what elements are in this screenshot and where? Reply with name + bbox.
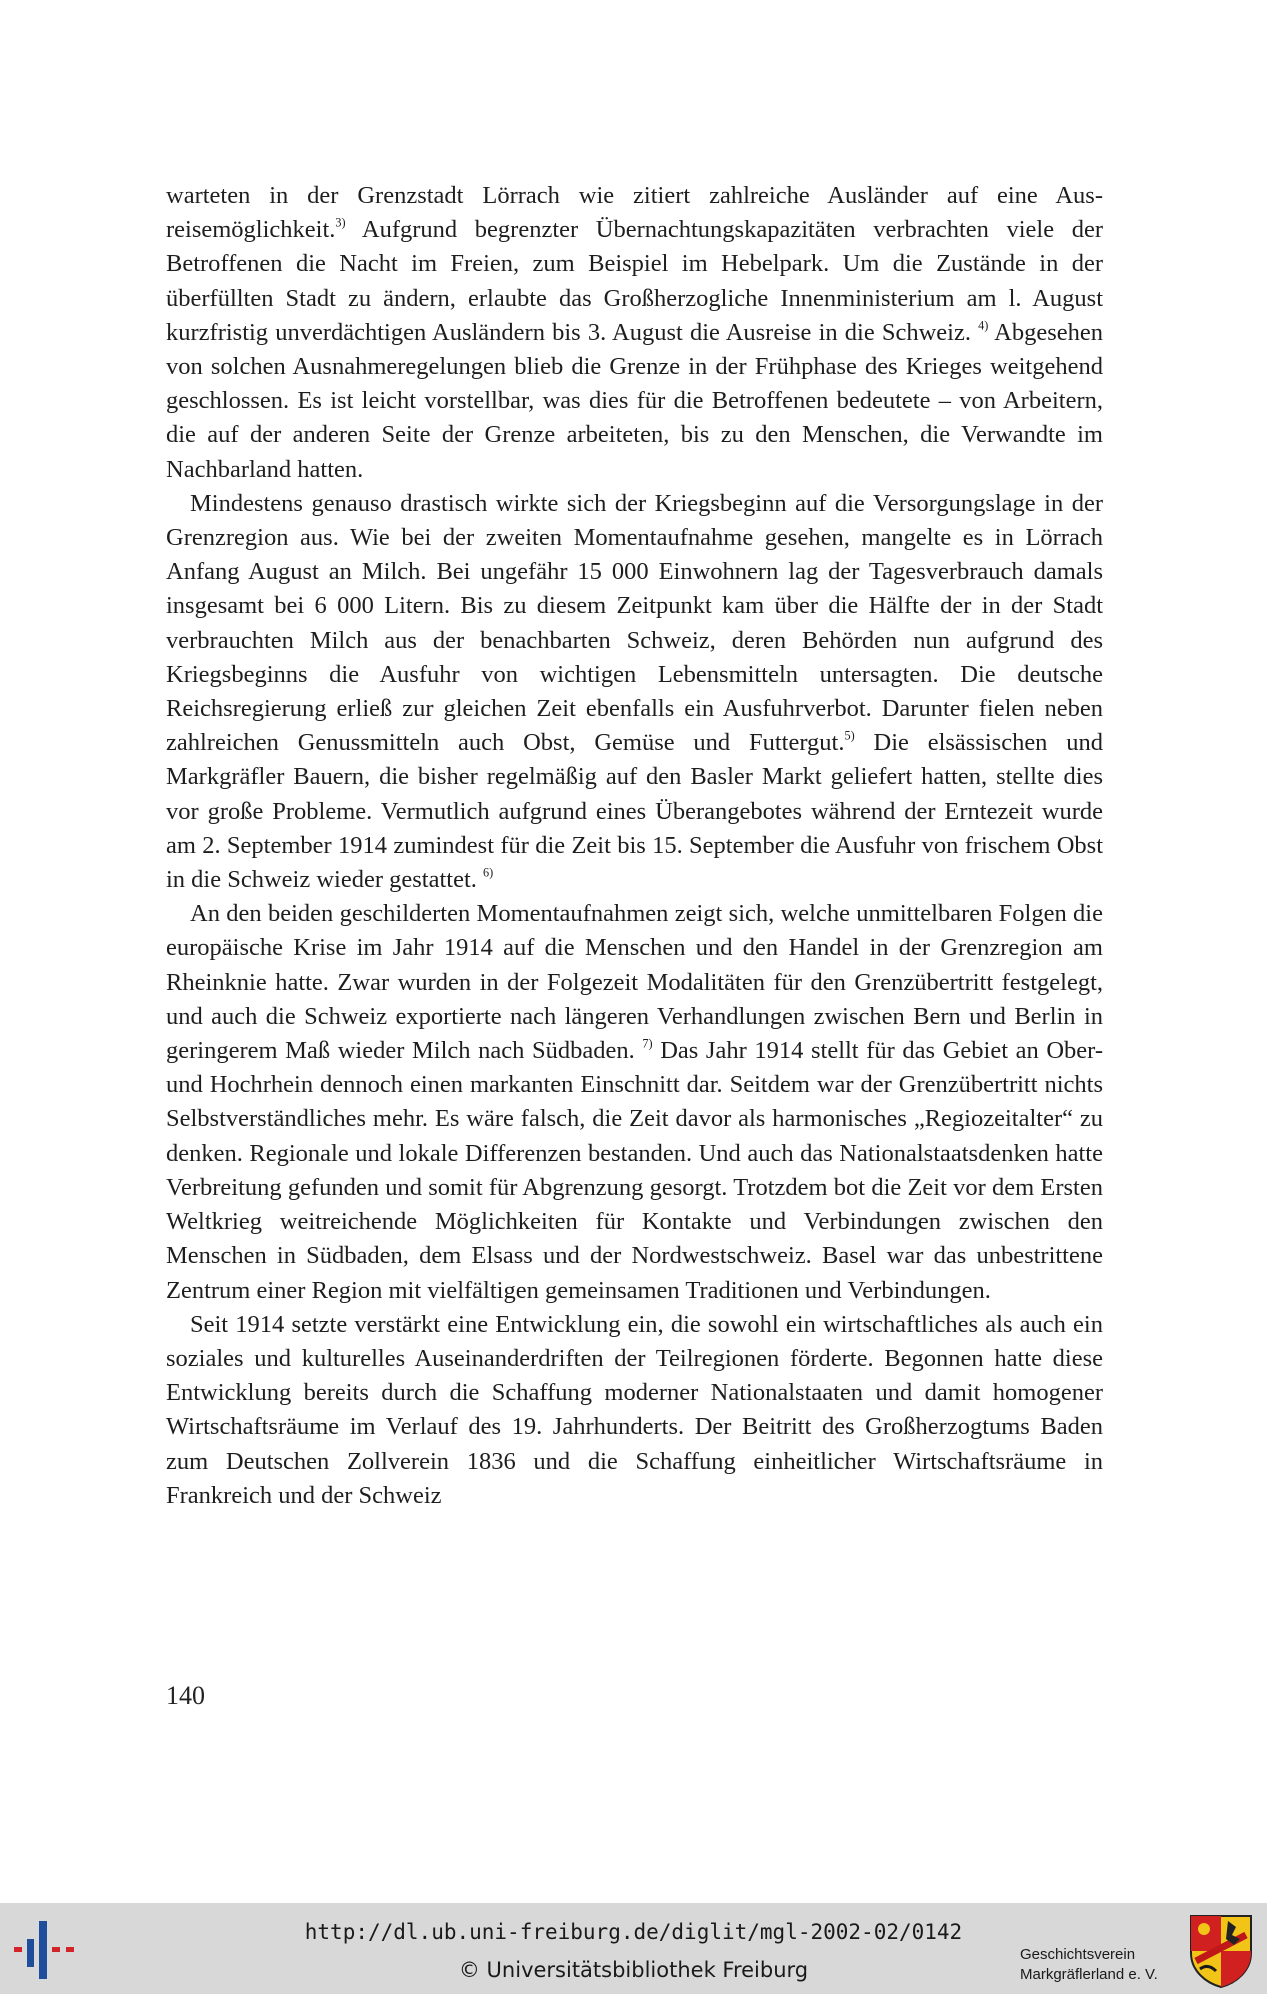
body-text-run: Seit 1914 setzte verstärkt eine Entwicklung ein, die sowohl ein wirtschaftliches als auch ein soziales und kulturelles Auseinanderdriften der Teilregionen förderte. Begonnen hatte diese Entwicklung bereits durch die Schaffung moderner Nationalstaaten und damit homogener Wirtschaftsräume im Verlauf des 19. Jahrhunderts. Der Beitritt des Großherzogtums Baden zum Deutschen Zollverein 1836 und die Schaffung einheitlicher Wirtschaftsräume in Frankreich und der Schweiz	[166, 1310, 1103, 1509]
body-text-run: warteten in der Grenzstadt Lörrach wie zitiert zahlreiche Ausländer auf eine Ausreisemöglichkeit.	[166, 182, 1103, 244]
copyright-notice: © Universitätsbibliothek Freiburg	[458, 1958, 809, 1982]
footnote-marker[interactable]: 6)	[483, 865, 494, 880]
body-text-run: Abgesehen von solchen Ausnahmeregelungen blieb die Grenze in der Frühphase des Krieges weitgehend geschlossen. Es ist leicht vorstellbar, was dies für die Betroffenen bedeutete – von Arbeitern, die auf der anderen Seite der Grenze arbeiteten, bis zu den Menschen, die Verwandte im Nachbarland hatten.	[166, 318, 1104, 483]
body-text-run: Aufgrund begrenzter Übernachtungskapazitäten verbrachten viele der Betroffenen die Nacht im Freien, zum Beispiel im Hebelpark. Um die Zustände in der überfüllten Stadt zu ändern, erlaubte das Großherzogliche Innenministerium am l. August kurzfristig unverdächtigen Ausländern bis 3. August die Ausreise in die Schweiz.	[166, 216, 1103, 346]
society-name	[1020, 1945, 1188, 1985]
body-paragraph	[166, 1308, 1103, 1513]
footnote-marker[interactable]: 5)	[844, 728, 855, 743]
body-text-run: Die elsässischen und Markgräfler Bauern, die bisher regelmäßig auf den Basler Markt geliefert hatten, stellte dies vor große Probleme. Vermutlich aufgrund eines Überangebotes während der Erntezeit wurde am 2. September 1914 zumindest für die Zeit bis 15. September die Ausfuhr von frischem Obst in die Schweiz wieder gestattet.	[166, 729, 1103, 894]
page-body	[166, 179, 1103, 1513]
source-url-link[interactable]: http://dl.ub.uni-freiburg.de/diglit/mgl-2002-02/0142	[304, 1920, 963, 1944]
body-text-run: An den beiden geschilderten Momentaufnahmen zeigt sich, welche unmittelbaren Folgen die europäische Krise im Jahr 1914 auf die Menschen und den Handel in der Grenzregion am Rheinknie hatte. Zwar wurden in der Folgezeit Modalitäten für den Grenzübertritt festgelegt, und auch die Schweiz exportierte nach längeren Verhandlungen zwischen Bern und Berlin in geringerem Maß wieder Milch nach Südbaden.	[166, 900, 1103, 1065]
society-name-line-2: Markgräflerland e. V.	[1020, 1966, 1158, 1983]
footnote-marker[interactable]: 7)	[642, 1036, 653, 1051]
coat-of-arms-icon	[1188, 1913, 1254, 1989]
footnote-marker[interactable]: 4)	[978, 318, 989, 333]
body-text-run: Mindestens genauso drastisch wirkte sich der Kriegsbeginn auf die Versorgungslage in der Grenzregion aus. Wie bei der zweiten Momentaufnahme gesehen, mangelte es in Lörrach Anfang August an Milch. Bei ungefähr 15 000 Einwohnern lag der Tagesverbrauch damals insgesamt bei 6 000 Litern. Bis zu diesem Zeitpunkt kam über die Hälfte der in der Stadt verbrauchten Milch aus der benachbarten Schweiz, deren Behörden nun aufgrund des Kriegsbeginns die Ausfuhr von wichtigen Lebensmitteln untersagten. Die deutsche Reichsregierung erließ zur gleichen Zeit ebenfalls ein Ausfuhrverbot. Darunter fielen neben zahlreichen Genussmitteln auch Obst, Gemüse und Futtergut.	[166, 489, 1103, 757]
footer-bar	[0, 1903, 1267, 1994]
page-number: 140	[166, 1681, 205, 1710]
body-paragraph	[166, 179, 1103, 487]
footnote-marker[interactable]: 3)	[335, 215, 346, 230]
body-text-run: Das Jahr 1914 stellt für das Gebiet an Ober- und Hochrhein dennoch einen markanten Einschnitt dar. Seitdem war der Grenzübertritt nichts Selbstverständliches mehr. Es wäre falsch, die Zeit davor als harmonisches „Regiozeitalter“ zu denken. Regionale und lokale Differenzen bestanden. Und auch das Nationalstaatsdenken hatte Verbreitung gefunden und somit für Abgrenzung gesorgt. Trotzdem bot die Zeit vor dem Ersten Weltkrieg weitreichende Möglichkeiten für Kontakte und Verbindungen zwischen den Menschen in Südbaden, dem Elsass und der Nordwestschweiz. Basel war das unbestrittene Zentrum einer Region mit vielfältigen gemeinsamen Traditionen und Verbindungen.	[166, 1037, 1104, 1304]
body-paragraph	[166, 897, 1103, 1307]
society-name-line-1: Geschichtsverein	[1020, 1946, 1136, 1963]
body-paragraph	[166, 487, 1103, 897]
